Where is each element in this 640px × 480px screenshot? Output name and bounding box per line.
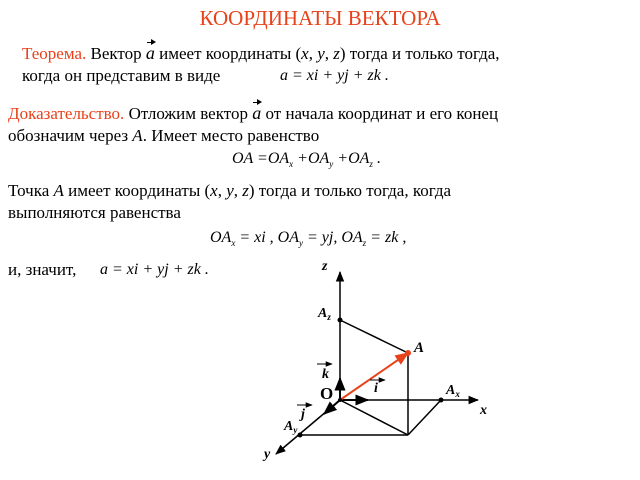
eq-sub: x [231,238,236,249]
comma: , [308,44,318,63]
proof-text: имеет координаты ( [63,181,211,200]
edge-az-a [340,320,408,353]
comma: , [217,181,227,200]
eq-sub: z [362,238,367,249]
proof-label: Доказательство. [8,104,125,123]
final-formula: a = xi + yj + zk . [100,261,209,278]
theorem-line-2: когда он представим в виде [22,66,221,85]
theorem-text-3: ) тогда и только тогда, [339,44,500,63]
point-ax-label: $A_x$ [446,383,460,399]
y-axis-label: y [264,447,271,462]
point-ay [298,433,303,438]
coord-x: x [210,181,218,200]
eq-sub: x [289,159,294,170]
comma: , [233,181,243,200]
theorem-formula: a = xi + yj + zk . [280,67,389,84]
proof-text: обозначим через [8,126,133,145]
point-ax [439,398,444,403]
proof-text: ) тогда и только тогда, когда [248,181,452,200]
point-a [405,350,411,356]
proof-line-5: и, значит, [8,260,77,279]
vector-a-symbol: a [252,103,262,123]
diagonal-o-proj [340,400,408,435]
proof-text: . Имеет место равенство [142,126,320,145]
proof-text-1: Отложим вектор [124,104,253,123]
point-o [338,398,342,402]
origin-label: O [320,384,334,403]
eq-sub: y [299,238,303,249]
theorem-label: Теорема. [22,44,87,63]
point-a-label: A [414,340,425,356]
eq-part: OA =OA [232,150,290,167]
z-axis-label: z [322,259,328,274]
eq-part: +OA [333,150,370,167]
coord-z: z [333,44,340,63]
eq-part: . [372,150,381,167]
basis-j-label: j [301,407,305,422]
page-title: КООРДИНАТЫ ВЕКТОРА [199,6,441,30]
proof-text-2: от начала координат и его конец [261,104,499,123]
basis-i-label: i [374,381,378,396]
eq-part: OA [210,229,232,246]
vector-a-symbol: a [145,43,155,63]
theorem-text-2: имеет координаты ( [154,44,302,63]
point-ay-label: $A_y$ [284,419,298,435]
proof-text: Точка [8,181,54,200]
eq-part: = xi , OA [235,229,299,246]
eq-part: +OA [293,150,330,167]
eq-sub: y [329,159,334,170]
x-axis-label: x [480,403,487,418]
comma: , [324,44,334,63]
coord-z: z [242,181,249,200]
point-az-label: $A_z$ [318,306,331,322]
edge-ax-proj [408,400,441,435]
point-A-text: A [53,181,64,200]
proof-line-4: выполняются равенства [8,203,181,222]
eq-sub: z [369,159,373,170]
coord-y: y [317,44,325,63]
coord-y: y [226,181,234,200]
basis-k-label: k [322,367,329,382]
theorem-text-1: Вектор [86,44,146,63]
point-A-text: A [132,126,143,145]
point-az [338,318,343,323]
eq-part: = yj, OA [303,229,363,246]
eq-part: = zk , [366,229,407,246]
coord-x: x [301,44,309,63]
